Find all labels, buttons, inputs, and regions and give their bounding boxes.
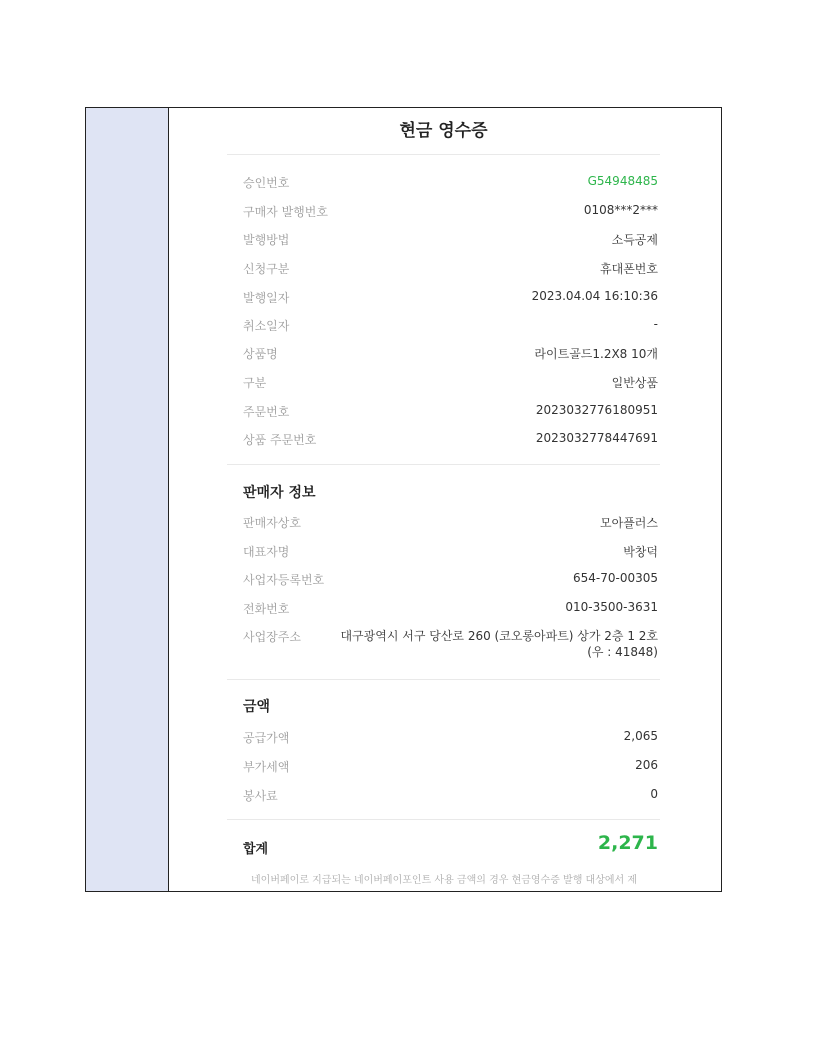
seller-value: 010-3500-3631 [565, 600, 658, 614]
amount-value: 0 [650, 787, 658, 801]
amount-row-vat [243, 758, 658, 778]
detail-row-request-type [243, 260, 658, 280]
detail-row-category [243, 374, 658, 394]
seller-row-business-number [243, 571, 658, 591]
seller-row-phone [243, 600, 658, 620]
total-row [243, 832, 658, 858]
amount-heading: 금액 [243, 699, 271, 715]
amount-row-service-fee [243, 787, 658, 807]
detail-value: 소득공제 [611, 233, 658, 247]
detail-row-product-order-number [243, 431, 658, 451]
amount-label: 봉사료 [243, 789, 278, 803]
sidebar-panel [86, 108, 169, 891]
seller-label: 전화번호 [243, 602, 290, 616]
detail-row-cancel-date [243, 317, 658, 337]
seller-label: 대표자명 [243, 545, 290, 559]
amount-label: 공급가액 [243, 731, 290, 745]
detail-value: 라이트골드1.2X8 10개 [534, 347, 658, 361]
seller-label: 사업자등록번호 [243, 573, 325, 587]
detail-row-buyer-number [243, 203, 658, 223]
detail-value: 2023.04.04 16:10:36 [531, 289, 658, 303]
detail-value: 일반상품 [611, 376, 658, 390]
approval-number: G54948485 [587, 174, 658, 188]
detail-label: 상품명 [243, 347, 278, 361]
seller-label: 사업장주소 [243, 630, 301, 644]
detail-row-issue-date [243, 289, 658, 309]
detail-label: 구매자 발행번호 [243, 205, 328, 219]
seller-value: 모아플러스 [600, 516, 658, 530]
seller-value: 654-70-00305 [572, 571, 658, 585]
detail-label: 주문번호 [243, 405, 290, 419]
detail-label: 발행일자 [243, 291, 290, 305]
divider [227, 464, 660, 465]
detail-label: 발행방법 [243, 233, 290, 247]
total-amount: 2,271 [597, 832, 658, 854]
amount-label: 부가세액 [243, 760, 290, 774]
divider [227, 819, 660, 820]
detail-label: 신청구분 [243, 262, 290, 276]
detail-row-product-name [243, 345, 658, 365]
detail-value: 2023032776180951 [535, 403, 658, 417]
detail-value: - [653, 317, 658, 331]
seller-label: 판매자상호 [243, 516, 301, 530]
receipt-title: 현금 영수증 [399, 121, 488, 141]
detail-label: 구분 [243, 376, 267, 390]
seller-value: 박창덕 [623, 545, 658, 559]
seller-address: 대구광역시 서구 당산로 260 (코오롱아파트) 상가 2층 1 2호 (우 : 41848) [340, 629, 658, 659]
seller-row-address [243, 628, 658, 664]
seller-info-heading: 판매자 정보 [243, 485, 316, 501]
amount-value: 206 [635, 758, 658, 772]
amount-row-supply [243, 729, 658, 749]
divider [227, 154, 660, 155]
detail-row-order-number [243, 403, 658, 423]
detail-label: 승인번호 [243, 176, 290, 190]
divider [227, 679, 660, 680]
total-label: 합계 [243, 842, 269, 857]
detail-value: 0108***2*** [583, 203, 658, 217]
detail-row-method [243, 231, 658, 251]
document-frame [85, 107, 722, 892]
seller-row-representative [243, 543, 658, 563]
detail-value: 2023032778447691 [535, 431, 658, 445]
footnote-text: 네이버페이로 지급되는 네이버페이포인트 사용 금액의 경우 현금영수증 발행 대상에서 제 [251, 875, 638, 886]
seller-row-name [243, 514, 658, 534]
detail-value: 휴대폰번호 [600, 262, 658, 276]
detail-label: 상품 주문번호 [243, 433, 317, 447]
cash-receipt [227, 108, 660, 891]
detail-label: 취소일자 [243, 319, 290, 333]
detail-row-approval [243, 174, 658, 194]
amount-value: 2,065 [623, 729, 658, 743]
